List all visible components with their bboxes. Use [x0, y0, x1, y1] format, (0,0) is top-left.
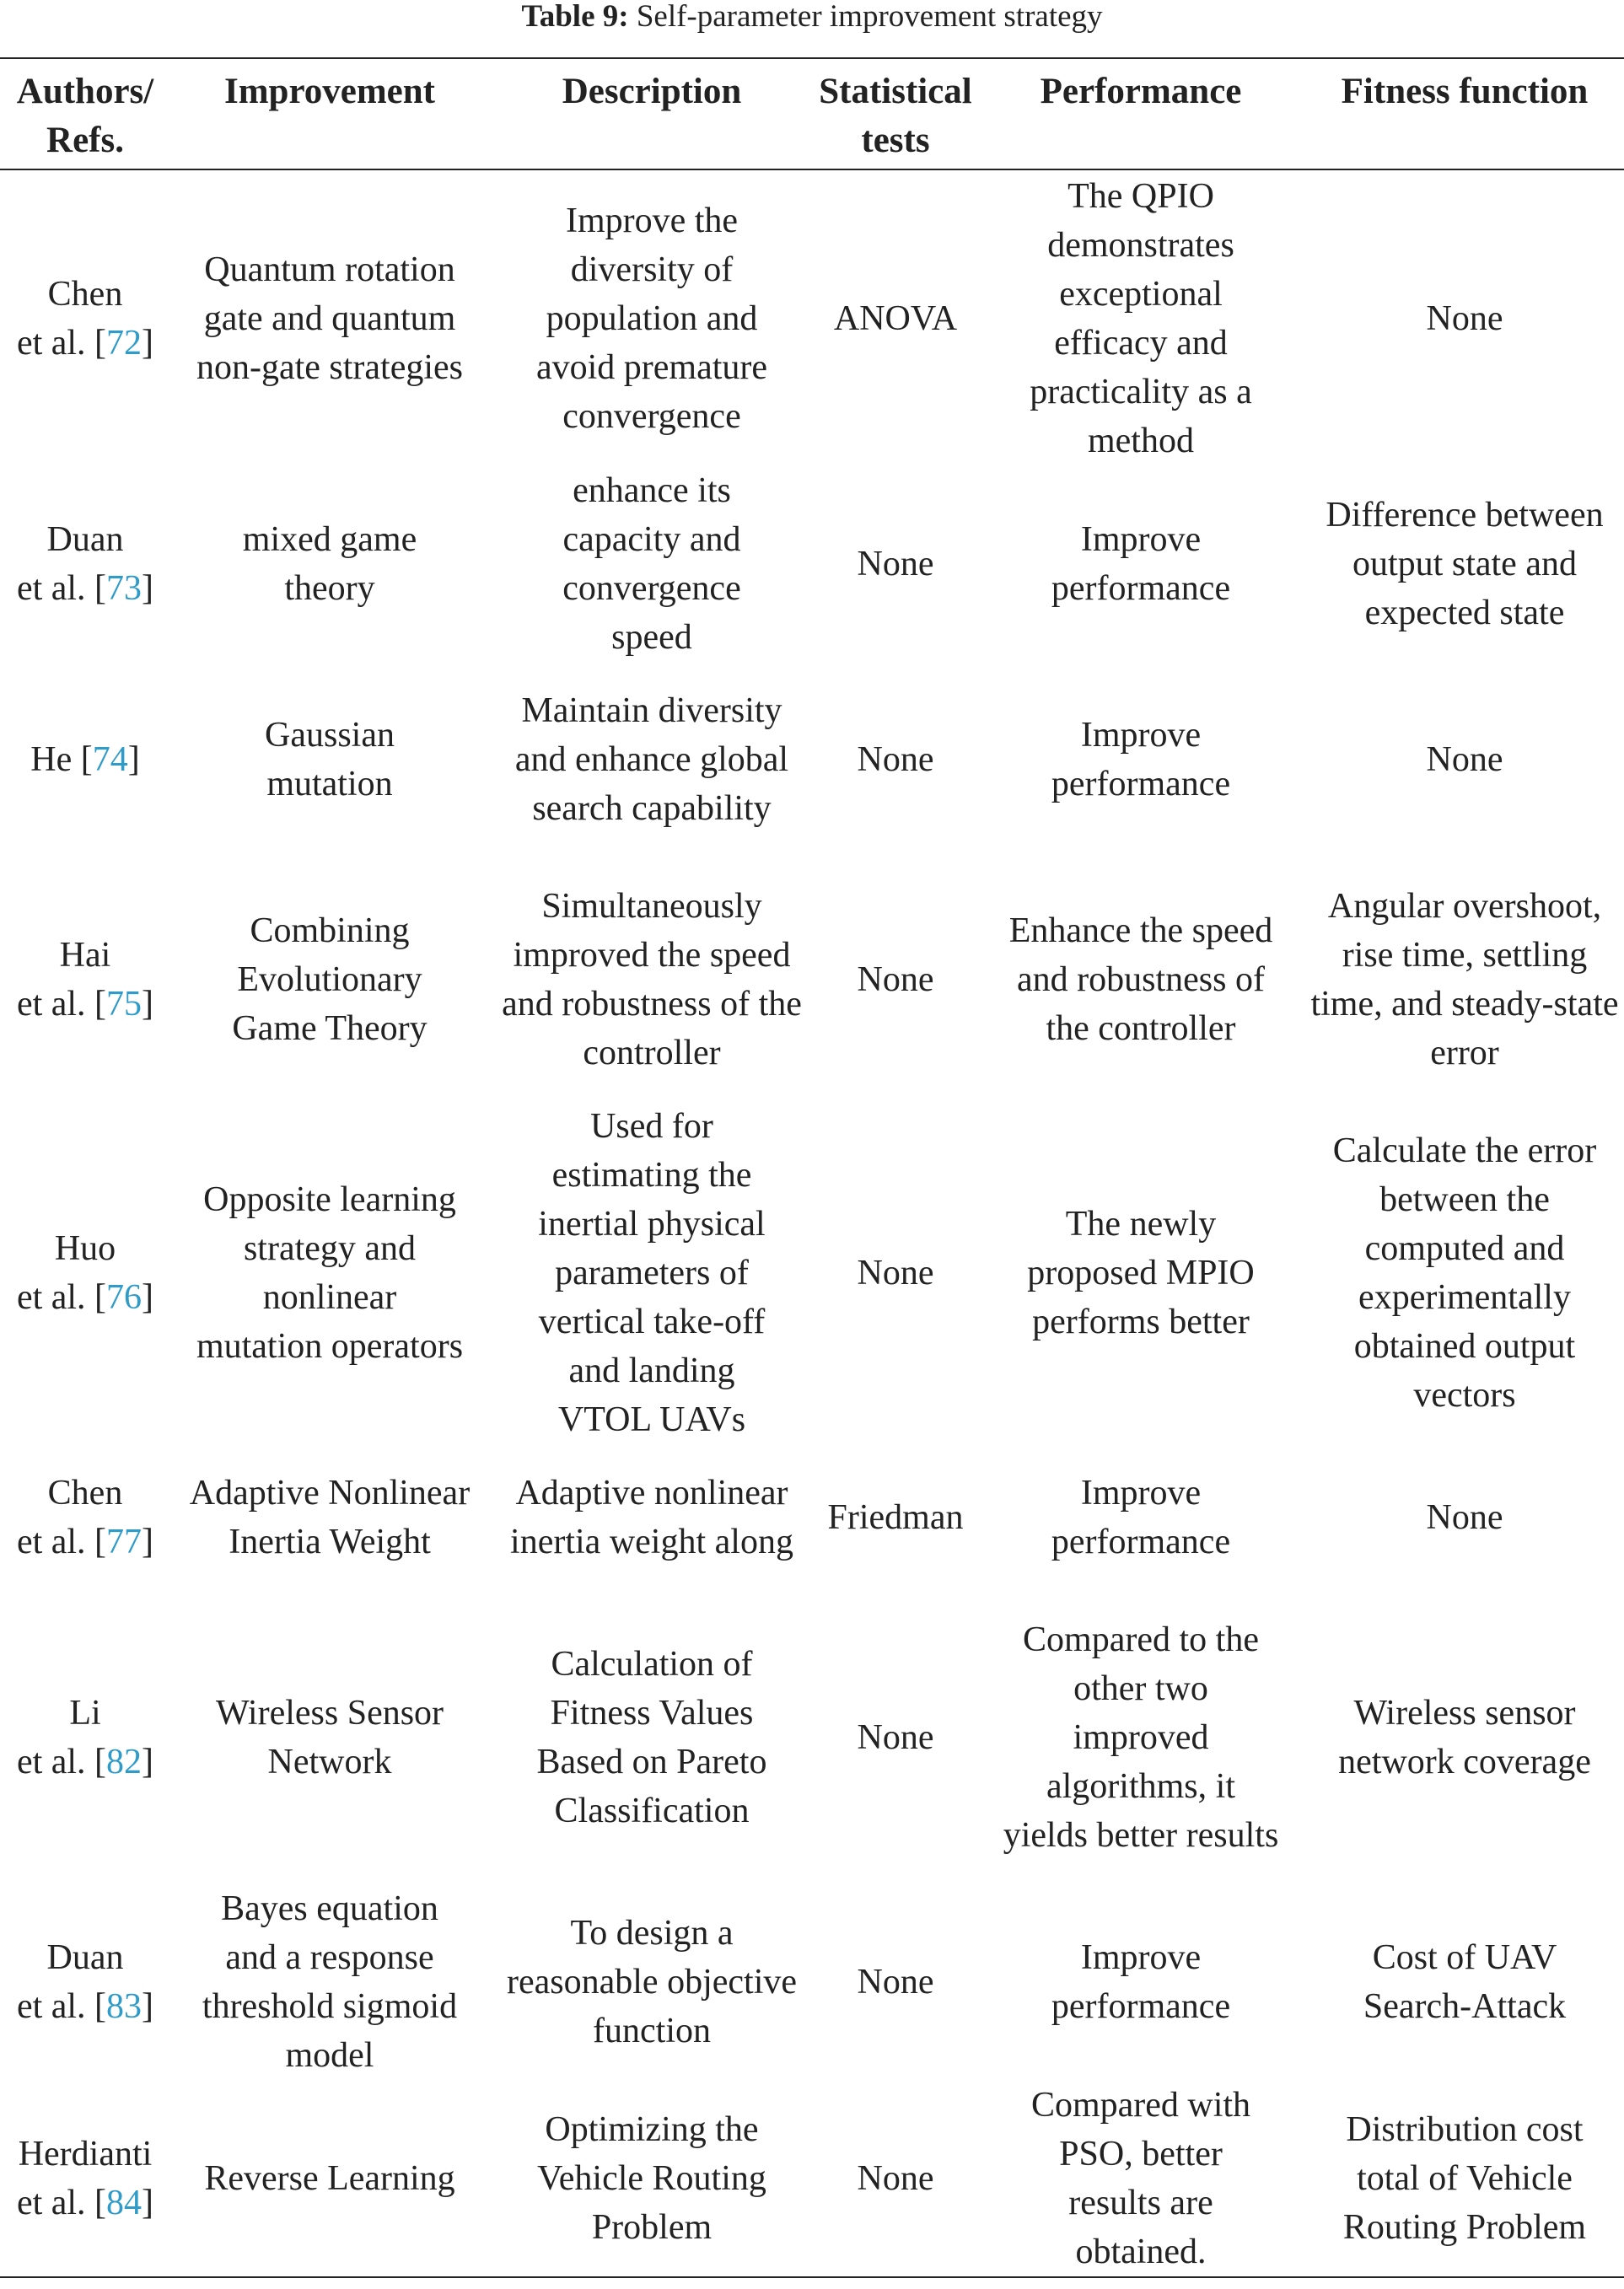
cell-fitness: None — [1426, 740, 1503, 779]
cell-author: Chen et al. [72] — [16, 274, 154, 363]
citation-link[interactable]: 82 — [106, 1743, 143, 1781]
citation-link[interactable]: 75 — [106, 985, 143, 1024]
cell-author: Herdianti et al. [84] — [16, 2134, 154, 2222]
cell-improvement: Wireless Sensor Network — [215, 1694, 444, 1781]
cell-statistical-test: None — [857, 1963, 934, 2002]
cell-improvement: Bayes equation and a response threshold sigmoid model — [202, 1889, 458, 2075]
header-statistical-tests — [815, 58, 976, 169]
cell-performance: Enhance the speed and robustness of the controller — [1008, 911, 1273, 1048]
table-caption — [0, 0, 1624, 34]
cell-description: Adaptive nonlinear inertia weight along — [510, 1474, 793, 1561]
cell-fitness: Cost of UAV Search-Attack — [1363, 1938, 1567, 2026]
cell-fitness: Difference between output state and expected state — [1326, 496, 1604, 632]
cell-author: Chen et al. [77] — [16, 1474, 154, 1561]
citation-link[interactable]: 84 — [106, 2183, 143, 2222]
cell-performance: The QPIO demonstrates exceptional efficacy and practicality as a method — [1030, 176, 1252, 460]
cell-performance: Improve performance — [1051, 716, 1231, 803]
cell-improvement: Reverse Learning — [204, 2158, 455, 2198]
cell-fitness: None — [1426, 298, 1503, 338]
table-row — [0, 1444, 1624, 1591]
cell-description: Maintain diversity and enhance global search capability — [514, 691, 789, 828]
cell-author: Duan et al. [73] — [16, 520, 154, 608]
cell-author: Duan et al. [83] — [16, 1938, 154, 2026]
table-title: Self-parameter improvement strategy — [636, 0, 1103, 34]
cell-fitness: None — [1426, 1498, 1503, 1537]
cell-statistical-test: None — [857, 545, 934, 583]
cell-statistical-test: None — [857, 2158, 934, 2198]
header-authors-line1: Authors/ — [16, 72, 154, 111]
table-row — [0, 662, 1624, 857]
cell-author: Huo et al. [76] — [16, 1229, 154, 1317]
header-improvement: Improvement — [223, 72, 435, 111]
citation-link[interactable]: 77 — [106, 1523, 143, 1561]
cell-author: Li et al. [82] — [16, 1694, 154, 1781]
cell-fitness: Angular overshoot, rise time, settling time, and steady-state error — [1310, 887, 1619, 1072]
citation-link[interactable]: 73 — [106, 569, 143, 608]
cell-performance: Improve performance — [1051, 520, 1231, 608]
header-row — [0, 58, 1624, 169]
header-description: Description — [562, 72, 742, 111]
header-statistical-line2: tests — [861, 121, 930, 160]
header-authors-line2: Refs. — [46, 121, 124, 160]
cell-improvement: Gaussian mutation — [265, 716, 395, 803]
cell-description: To design a reasonable objective function — [507, 1914, 797, 2050]
cell-statistical-test: ANOVA — [833, 298, 958, 338]
improvement-strategy-table — [0, 57, 1624, 2278]
citation-link[interactable]: 74 — [92, 740, 128, 779]
table-label: Table 9: — [521, 0, 629, 34]
cell-description: Used for estimating the inertial physical parameters of vertical take-off and landing VTOL UAVs — [538, 1107, 766, 1439]
header-authors — [0, 58, 170, 169]
cell-author: He [74] — [30, 740, 140, 779]
cell-author: Hai et al. [75] — [16, 936, 154, 1024]
cell-fitness: Calculate the error between the computed and experimentally obtained output vectors — [1332, 1131, 1597, 1415]
table-row — [0, 169, 1624, 466]
cell-improvement: mixed game theory — [242, 520, 417, 608]
cell-performance: Compared to the other two improved algorithms, it yields better results — [1003, 1620, 1279, 1855]
header-fitness-function: Fitness function — [1341, 72, 1589, 111]
header-statistical-line1: Statistical — [819, 72, 972, 111]
table-row — [0, 1591, 1624, 1884]
cell-description: enhance its capacity and convergence speed — [562, 471, 741, 657]
table-row — [0, 1102, 1624, 1444]
table-row — [0, 857, 1624, 1102]
cell-improvement: Combining Evolutionary Game Theory — [232, 911, 428, 1048]
cell-performance: Compared with PSO, better results are obtained. — [1030, 2085, 1251, 2271]
cell-description: Calculation of Fitness Values Based on Pareto Classification — [536, 1645, 767, 1830]
cell-description: Optimizing the Vehicle Routing Problem — [537, 2109, 766, 2247]
cell-statistical-test: None — [857, 1718, 934, 1757]
cell-statistical-test: None — [857, 960, 934, 999]
citation-link[interactable]: 72 — [106, 323, 143, 363]
cell-performance: The newly proposed MPIO performs better — [1027, 1205, 1255, 1341]
cell-statistical-test: Friedman — [827, 1498, 964, 1537]
citation-link[interactable]: 83 — [106, 1987, 143, 2026]
cell-fitness: Wireless sensor network coverage — [1338, 1694, 1591, 1781]
table-row — [0, 1884, 1624, 2080]
cell-improvement: Adaptive Nonlinear Inertia Weight — [189, 1474, 471, 1561]
cell-statistical-test: None — [857, 1254, 934, 1292]
cell-improvement: Quantum rotation gate and quantum non-gate strategies — [196, 250, 464, 387]
table-row — [0, 2080, 1624, 2277]
cell-performance: Improve performance — [1051, 1938, 1231, 2026]
cell-statistical-test: None — [857, 740, 934, 779]
header-performance: Performance — [1040, 72, 1242, 111]
cell-description: Simultaneously improved the speed and robustness of the controller — [502, 887, 802, 1072]
cell-improvement: Opposite learning strategy and nonlinear mutation operators — [196, 1180, 464, 1366]
table-row — [0, 466, 1624, 662]
cell-description: Improve the diversity of population and avoid premature convergence — [535, 201, 768, 436]
cell-fitness: Distribution cost total of Vehicle Routing Problem — [1342, 2109, 1587, 2247]
citation-link[interactable]: 76 — [106, 1278, 143, 1317]
cell-performance: Improve performance — [1051, 1474, 1231, 1561]
